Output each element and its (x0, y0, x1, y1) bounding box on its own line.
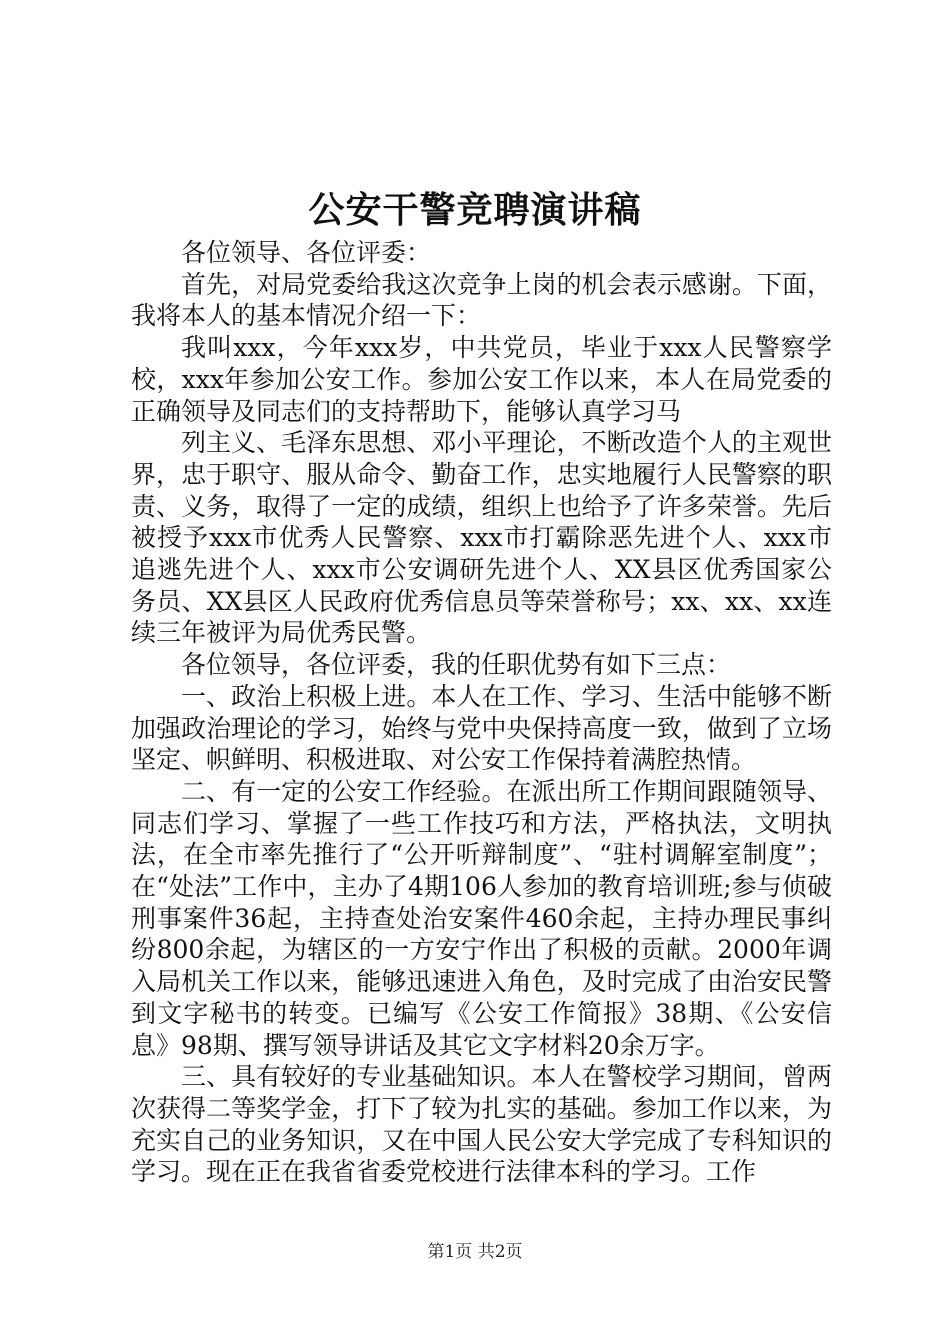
advantage-two-paragraph: 二、有一定的公安工作经验。在派出所工作期间跟随领导、同志们学习、掌握了一些工作技巧和方法，严格执法，文明执法，在全市率先推行了“公开听辩制度”、“驻村调解室制度”；在“处法”工作中，主办了4期106人参加的教育培训班;参与侦破刑事案件36起，主持查处治安案件460余起，主持办理民事纠纷800余起，为辖区的一方安宁作出了积极的贡献。2000年调入局机关工作以来，能够迅速进入角色，及时完成了由治安民警到文字秘书的转变。已编写《公安工作简报》38期、《公安信息》98期、撰写领导讲话及其它文字材料20余万字。 (131, 776, 832, 1060)
advantage-one-paragraph: 一、政治上积极上进。本人在工作、学习、生活中能够不断加强政治理论的学习，始终与党中央保持高度一致，做到了立场坚定、帜鲜明、积极进取、对公安工作保持着满腔热情。 (131, 681, 832, 775)
document-body (131, 237, 832, 1188)
achievements-paragraph: 列主义、毛泽东思想、邓小平理论，不断改造个人的主观世界，忠于职守、服从命令、勤奋工作，忠实地履行人民警察的职责、义务，取得了一定的成绩，组织上也给予了许多荣誉。先后被授予xxx市优秀人民警察、xxx市打霸除恶先进个人、xxx市追逃先进个人、xxx市公安调研先进个人、XX县区优秀国家公务员、XX县区人民政府优秀信息员等荣誉称号；xx、xx、xx连续三年被评为局优秀民警。 (131, 428, 832, 648)
page-number-footer: 第1页 共2页 (427, 1242, 523, 1262)
opening-paragraph: 首先，对局党委给我这次竞争上岗的机会表示感谢。下面，我将本人的基本情况介绍一下： (131, 269, 832, 331)
introduction-paragraph: 我叫xxx，今年xxx岁，中共党员，毕业于xxx人民警察学校，xxx年参加公安工作。参加公安工作以来，本人在局党委的正确领导及同志们的支持帮助下，能够认真学习马 (131, 333, 832, 426)
document-title: 公安干警竞聘演讲稿 (308, 189, 642, 231)
advantages-intro-paragraph: 各位领导，各位评委，我的任职优势有如下三点： (181, 650, 732, 680)
advantage-three-paragraph: 三、具有较好的专业基础知识。本人在警校学习期间，曾两次获得二等奖学金，打下了较为扎实的基础。参加工作以来，为充实自己的业务知识，又在中国人民公安大学完成了专科知识的学习。现在正在我省省委党校进行法律本科的学习。工作 (131, 1062, 832, 1187)
salutation-paragraph: 各位领导、各位评委： (181, 238, 432, 267)
